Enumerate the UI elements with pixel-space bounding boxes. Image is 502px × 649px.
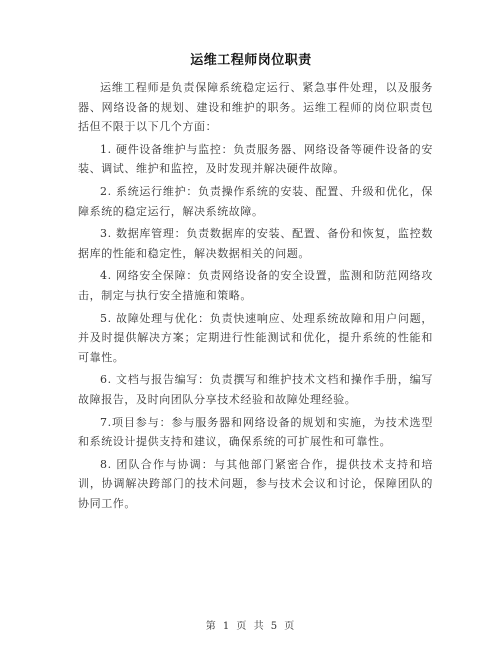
document-title: 运维工程师岗位职责 [190,53,312,68]
duty-system-paragraph: 2. 系统运行维护：负责操作系统的安装、配置、升级和优化，保障系统的稳定运行，解决系统故障。 [78,184,433,218]
duty-security-paragraph: 4. 网络安全保障：负责网络设备的安全设置，监测和防范网络攻击，制定与执行安全措施和策略。 [78,269,433,302]
document-body [78,78,433,516]
page-number-footer: 第 1 页 共 5 页 [205,621,297,632]
duty-documentation-paragraph: 6. 文档与报告编写：负责撰写和维护技术文档和操作手册，编写故障报告，及时向团队分享技术经验和故障处理经验。 [78,373,433,406]
duty-database-paragraph: 3. 数据库管理：负责数据库的安装、配置、备份和恢复，监控数据库的性能和稳定性，解决数据相关的问题。 [78,227,433,260]
duty-hardware-paragraph: 1. 硬件设备维护与监控：负责服务器、网络设备等硬件设备的安装、调试、维护和监控，及时发现并解决硬件故障。 [78,142,433,176]
duty-troubleshooting-paragraph: 5. 故障处理与优化：负责快速响应、处理系统故障和用户问题，并及时提供解决方案；定期进行性能测试和优化，提升系统的性能和可靠性。 [78,311,433,364]
duty-project-paragraph: 7.项目参与：参与服务器和网络设备的规划和实施，为技术选型和系统设计提供支持和建议，确保系统的可扩展性和可靠性。 [78,415,433,449]
duty-teamwork-paragraph: 8. 团队合作与协调：与其他部门紧密合作，提供技术支持和培训，协调解决跨部门的技术问题，参与技术会议和讨论，保障团队的协同工作。 [78,457,433,510]
intro-paragraph: 运维工程师是负责保障系统稳定运行、紧急事件处理，以及服务器、网络设备的规划、建设和维护的职务。运维工程师的岗位职责包括但不限于以下几个方面： [78,81,433,134]
